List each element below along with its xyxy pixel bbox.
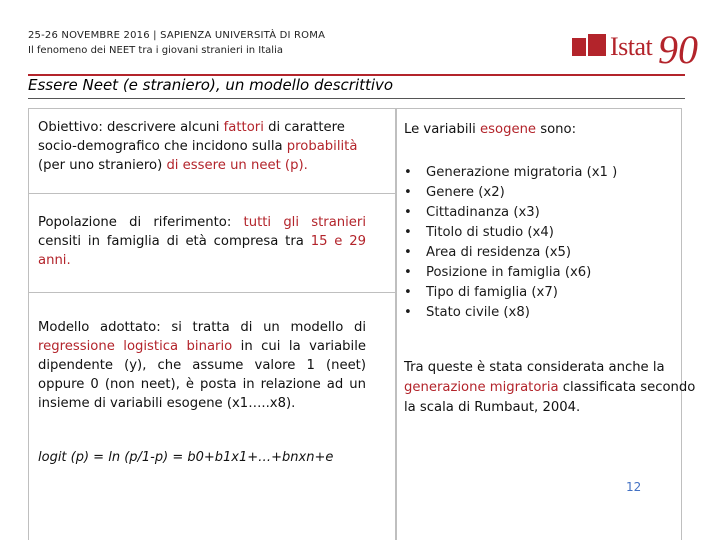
note-text-2: classificata secondo la scala di Rumbaut, 2004. [404,380,696,415]
popolazione-text-1: : [226,215,244,230]
obiettivo-highlight-3: di essere un neet (p). [166,158,308,173]
modello-highlight-1: regressione logistica binario [38,339,233,354]
header-date: 25-26 NOVEMBRE 2016 | SAPIENZA UNIVERSITÀ DI ROMA [28,30,326,41]
logit-formula: logit (p) = ln (p/1-p) = b0+b1x1+…+bnxn+e [38,450,334,465]
list-item: • Stato civile (x8) [404,303,617,323]
variables-intro-highlight: esogene [480,122,537,137]
popolazione-paragraph [38,213,366,270]
obiettivo-highlight-1: fattori [223,120,264,135]
modello-paragraph [38,318,366,413]
list-item: • Area di residenza (x5) [404,243,617,263]
separator-1 [28,193,396,194]
list-item: • Titolo di studio (x4) [404,223,617,243]
rumbaut-note [404,358,696,418]
separator-2 [28,292,396,293]
obiettivo-text-1: : descrivere alcuni [98,120,224,135]
popolazione-highlight-2: 15 e 29 anni. [38,234,367,268]
popolazione-text-2: censiti in famiglia di età compresa tra [38,234,311,249]
logo-square-large [588,34,606,56]
popolazione-highlight-1: tutti gli stranieri [243,215,367,230]
logo-square-small [572,38,586,56]
variables-list [404,163,617,323]
variables-intro-text-1: Le variabili [404,122,481,137]
list-item: • Cittadinanza (x3) [404,203,617,223]
obiettivo-paragraph [38,118,368,175]
note-highlight: generazione migratoria [404,380,559,395]
obiettivo-text-3: (per uno straniero) [38,158,167,173]
popolazione-label: Popolazione di riferimento [38,215,227,230]
logo-wordmark: Istat [610,32,653,61]
title-underline [28,98,685,99]
obiettivo-label: Obiettivo [38,120,99,135]
variables-intro [404,120,674,139]
modello-text-1: : si tratta di un modello di [156,320,366,335]
variables-intro-text-2: sono: [536,122,577,137]
list-item: • Genere (x2) [404,183,617,203]
list-item: • Generazione migratoria (x1 ) [404,163,617,183]
header-subtitle: Il fenomeno dei NEET tra i giovani stranieri in Italia [28,45,283,56]
page-number: 12 [626,480,642,494]
logo-anniversary-number: 90 [658,27,698,72]
note-text-1: Tra queste è stata considerata anche la [404,360,665,375]
modello-text-2: in cui la variabile dipendente (y), che assume valore 1 (neet) oppure 0 (non neet), è posta in relazione ad un insieme di variabili esogene (x1…..x8). [38,339,366,411]
list-item: • Tipo di famiglia (x7) [404,283,617,303]
list-item: • Posizione in famiglia (x6) [404,263,617,283]
obiettivo-highlight-2: probabilità [286,139,358,154]
obiettivo-text-2: di carattere socio-demografico che incidono sulla [38,120,345,154]
slide-title: Essere Neet (e straniero), un modello descrittivo [28,76,394,94]
istat-logo [572,27,698,76]
modello-label: Modello adottato [38,320,157,335]
